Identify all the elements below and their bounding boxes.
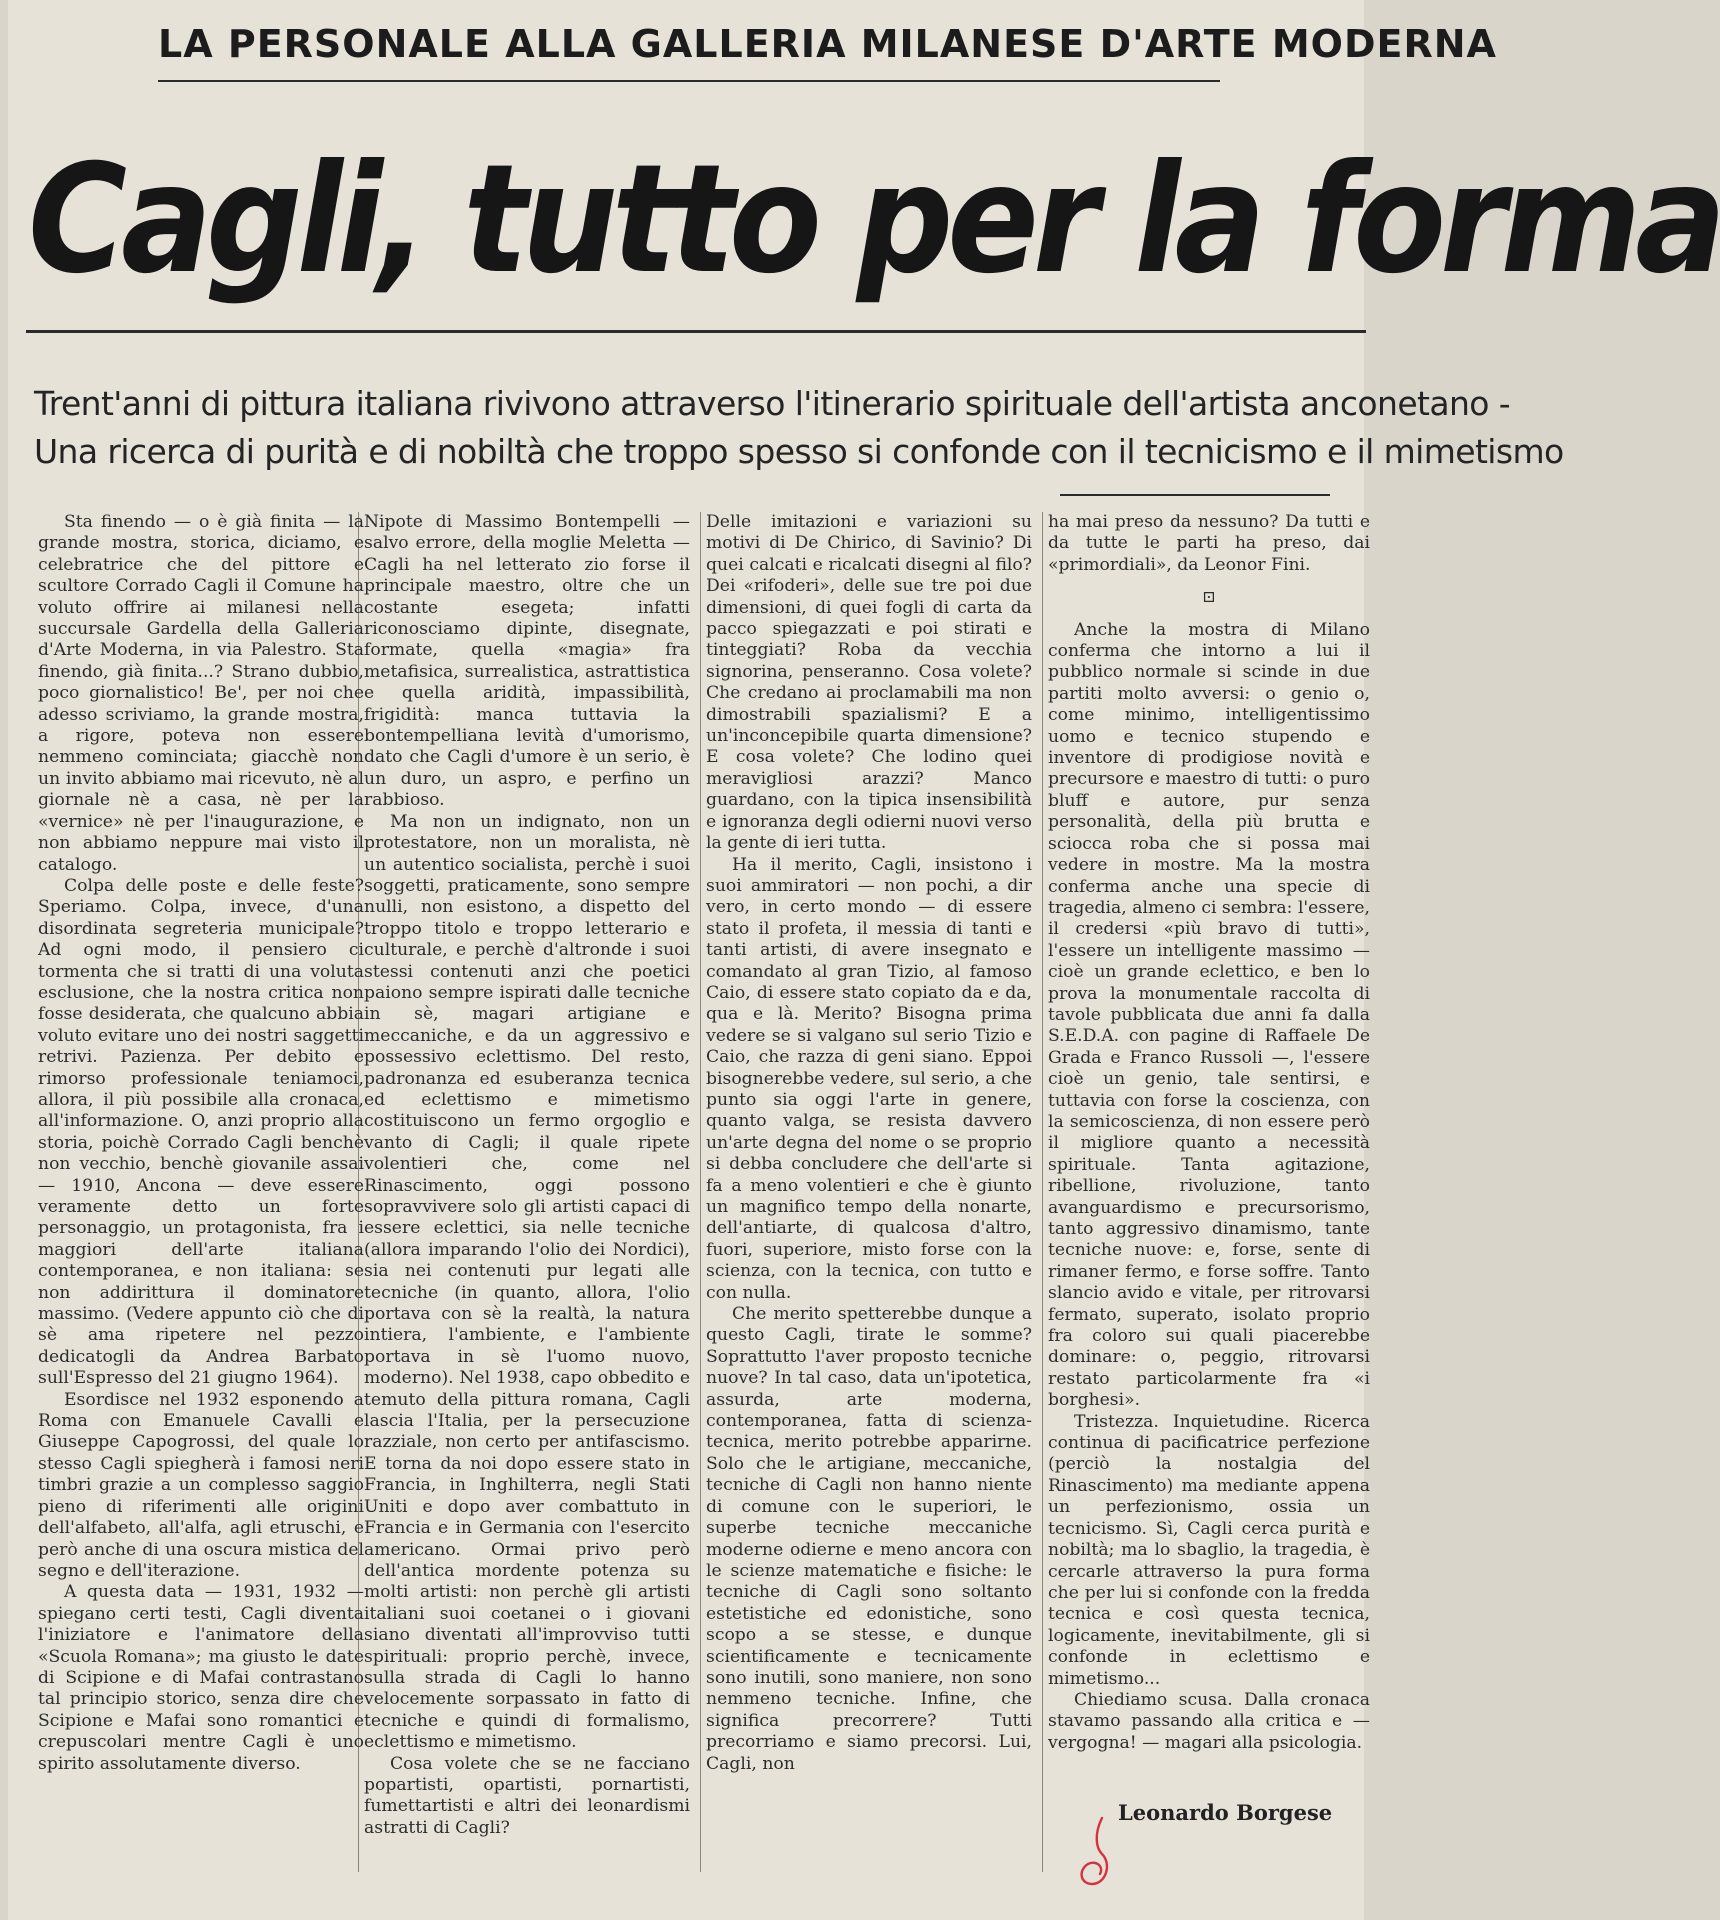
deck-line-2: Una ricerca di purità e di nobiltà che troppo spesso si confonde con il tecnicismo e il mimetismo: [34, 432, 1564, 471]
newspaper-clipping: [8, 0, 1720, 1920]
handwritten-pen-mark: [1072, 1814, 1122, 1890]
headline: Cagli, tutto per la forma: [28, 133, 1720, 307]
paragraph: Colpa delle poste e delle feste? Speriamo. Colpa, invece, d'una disordinata segreteria municipale? Ad ogni modo, il pensiero ci tormenta che si tratti di una voluta esclusione, che la nostra critica non fosse desiderata, che qualcuno abbia voluto evitare uno dei nostri saggetti retrivi. Pazienza. Per debito e rimorso professionale teniamoci, allora, il più possibile alla cronaca, all'informazione. O, anzi proprio alla storia, poichè Corrado Cagli benchè non vecchio, benchè giovanile assai — 1910, Ancona — deve essere veramente detto un forte personaggio, un protagonista, fra i maggiori dell'arte italiana contemporanea, e non italiana: se non addirittura il dominatore massimo. (Vedere appunto ciò che di sè ama ripetere nel pezzo dedicatogli da Andrea Barbato sull'Espresso del 21 giugno 1964).: [38, 875, 364, 1389]
deck: [34, 380, 1564, 476]
kicker-rule: [158, 80, 1220, 82]
deck-line-1: Trent'anni di pittura italiana rivivono attraverso l'itinerario spirituale dell'artista anconetano -: [34, 384, 1511, 423]
column-divider: [1042, 512, 1043, 1872]
paragraph: Chiediamo scusa. Dalla cronaca stavamo passando alla critica e — vergogna! — magari alla psicologia.: [1048, 1689, 1370, 1753]
paragraph: Sta finendo — o è già finita — la grande mostra, storica, diciamo, e celebratrice che del pittore e scultore Corrado Cagli il Comune ha voluto offrire ai milanesi nella succursale Gardella della Galleria d'Arte Moderna, in via Palestro. Sta finendo, già finita...? Strano dubbio, poco giornalistico! Be', per noi che adesso scriviamo, la grande mostra, a rigore, poteva non essere nemmeno cominciata; giacchè non un invito abbiamo mai ricevuto, nè al giornale nè a casa, nè per la «vernice» nè per l'inaugurazione, e non abbiamo neppure mai visto il catalogo.: [38, 512, 364, 875]
article-column-1: [38, 512, 364, 1872]
paragraph: Anche la mostra di Milano conferma che intorno a lui il pubblico normale si scinde in due partiti molto avversi: o genio o, come minimo, intelligentissimo uomo e tecnico stupendo e inventore di prodigiose novità e precursore e maestro di tutti: o puro bluff e autore, pur senza personalità, della più brutta e sciocca roba che si possa mai vedere in mostre. Ma la mostra conferma anche una specie di tragedia, almeno ci sembra: l'essere, il credersi «più bravo di tutti», l'essere un intelligente massimo — cioè un grande eclettico, e ben lo prova la monumentale raccolta di tavole pubblicata due anni fa dalla S.E.D.A. con pagine di Raffaele De Grada e Franco Russoli —, l'essere cioè un genio, tale sentirsi, e tuttavia con forse la coscienza, con la semicoscienza, di non essere però il migliore quanto a necessità spirituale. Tanta agitazione, ribellione, rivoluzione, tanto avanguardismo e precursorismo, tanto aggressivo dinamismo, tante tecniche nuove: e, forse, sente di rimaner fermo, e forse soffre. Tanto slancio avido e vitale, per ritrovarsi fermato, superato, isolato proprio fra coloro sui quali piacerebbe dominare: o, peggio, ritrovarsi restato particolarmente fra «i borghesi».: [1048, 619, 1370, 1411]
paragraph: ha mai preso da nessuno? Da tutti e da tutte le parti ha preso, dai «primordiali», da Leonor Fini.: [1048, 512, 1370, 575]
article-column-3: [706, 512, 1032, 1872]
paragraph: Cosa volete che se ne facciano popartisti, opartisti, pornartisti, fumettartisti e altri dei leonardismi astratti di Cagli?: [364, 1753, 690, 1838]
paragraph: Che merito spetterebbe dunque a questo Cagli, tirate le somme? Soprattutto l'aver proposto tecniche nuove? In tal caso, data un'ipotetica, assurda, arte moderna, contemporanea, fatta di scienza-tecnica, merito potrebbe apparirne. Solo che le artigiane, meccaniche, tecniche di Cagli non hanno niente di comune con le superiori, le superbe tecniche meccaniche moderne odierne e meno ancora con le scienze matematiche e fisiche: le tecniche di Cagli sono soltanto estetistiche ed edonistiche, sono scopo a se stesse, e dunque scientificamente e tecnicamente sono inutili, sono maniere, non sono nemmeno tecniche. Infine, che significa precorrere? Tutti precorriamo e siamo precorsi. Lui, Cagli, non: [706, 1304, 1032, 1774]
headline-rule: [26, 330, 1366, 333]
kicker: LA PERSONALE ALLA GALLERIA MILANESE D'ARTE MODERNA: [158, 22, 1497, 66]
article-column-2: [364, 512, 690, 1872]
paragraph: Nipote di Massimo Bontempelli — salvo errore, della moglie Meletta — Cagli ha nel letterato zio forse il principale maestro, oltre che un costante esegeta; infatti riconosciamo dipinte, disegnate, formate, quella «magia» fra metafisica, surrealistica, astrattistica e quella aridità, impassibilità, frigidità: manca tuttavia la bontempelliana levità d'umorismo, dato che Cagli d'umore è un serio, è un duro, un aspro, e perfino un rabbioso.: [364, 512, 690, 811]
paragraph: Tristezza. Inquietudine. Ricerca continua di pacificatrice perfezione (perciò la nostalgia del Rinascimento) ma mediante appena un perfezionismo, ossia un tecnicismo. Sì, Cagli cerca purità e nobiltà; ma lo sbaglio, la tragedia, è cercarle attraverso la pura forma che per lui si confonde con la fredda tecnica e così questa tecnica, logicamente, inevitabilmente, gli si confonde in eclettismo e mimetismo...: [1048, 1411, 1370, 1689]
article-column-4: [1048, 512, 1370, 1872]
paragraph: Esordisce nel 1932 esponendo a Roma con Emanuele Cavalli e Giuseppe Capogrossi, del quale lo stesso Cagli spiegherà i famosi neri timbri grazie a un complesso saggio pieno di riferimenti alle origini dell'alfabeto, all'alfa, agli etruschi, e però anche di una oscura mistica del segno e dell'iterazione.: [38, 1389, 364, 1581]
column-divider: [700, 512, 701, 1872]
author-signature: Leonardo Borgese: [1118, 1800, 1333, 1825]
paragraph: A questa data — 1931, 1932 — spiegano certi testi, Cagli diventa l'iniziatore e l'animatore della «Scuola Romana»; ma giusto le date di Scipione e di Mafai contrastano tal principio storico, senza dire che Scipione e Mafai sono romantici e crepuscolari mentre Cagli è uno spirito assolutamente diverso.: [38, 1582, 364, 1774]
deck-rule: [1060, 494, 1330, 496]
paragraph: Delle imitazioni e variazioni su motivi di De Chirico, di Savinio? Di quei calcati e ricalcati disegni al filo? Dei «rifoderi», delle sue tre poi due dimensioni, di quei fogli di carta da pacco spiegazzati e poi stirati e tinteggiati? Roba da vecchia signorina, penseranno. Cosa volete? Che credano ai proclamabili ma non dimostrabili spazialismi? E a un'inconcepibile quarta dimensione? E cosa volete? Che lodino quei meravigliosi arazzi? Manco guardano, con la tipica insensibilità e ignoranza degli odierni nuovi verso la gente di ieri tutta.: [706, 512, 1032, 854]
paragraph: Ha il merito, Cagli, insistono i suoi ammiratori — non pochi, a dir vero, in certo mondo — di essere stato il profeta, il messia di tanti e tanti artisti, di avere insegnato e comandato al gran Tizio, al famoso Caio, di essere stato copiato da e da, qua e là. Merito? Bisogna prima vedere se si valgano sul serio Tizio e Caio, che razza di geni siano. Eppoi bisognerebbe vedere, sul serio, a che punto sia oggi l'arte in genere, quanto valga, se resista davvero un'arte degna del nome o se proprio si debba concludere che dell'arte si fa a meno volentieri e che è giunto un magnifico tempo della nonarte, dell'antiarte, di qualcosa d'altro, fuori, superiore, misto forse con la scienza, con la tecnica, con tutto e con nulla.: [706, 854, 1032, 1303]
paragraph: Ma non un indignato, non un protestatore, non un moralista, nè un autentico socialista, perchè i suoi soggetti, praticamente, sono sempre nulli, non esistono, a dispetto del troppo titolo e troppo letterario e culturale, e perchè d'altronde i suoi stessi contenuti anzi che poetici paiono sempre ispirati dalle tecniche in sè, magari artigiane e meccaniche, e da un aggressivo e possessivo eclettismo. Del resto, padronanza ed esuberanza tecnica ed eclettismo e mimetismo costituiscono un fermo orgoglio e vanto di Cagli; il quale ripete volentieri che, come nel Rinascimento, oggi possono sopravvivere solo gli artisti capaci di essere eclettici, sia nelle tecniche (allora imparando l'olio dei Nordici), sia nei contenuti pur legati alle tecniche (in quanto, allora, l'olio portava con sè la realtà, la natura intiera, l'ambiente, e l'ambiente portava in sè l'uomo nuovo, moderno). Nel 1938, capo obbedito e temuto della pittura romana, Cagli lascia l'Italia, per la persecuzione razziale, non certo per antifascismo. E torna da noi dopo essere stato in Francia, in Inghilterra, negli Stati Uniti e dopo aver combattuto in Francia e in Germania con l'esercito americano. Ormai privo però dell'antica mordente potenza su molti artisti: non perchè gli artisti italiani suoi coetanei o i giovani siano diventati all'improvviso tutti spirituali: proprio perchè, invece, sulla strada di Cagli lo hanno velocemente sorpassato in fatto di tecniche e quindi di formalismo, eclettismo e mimetismo.: [364, 811, 690, 1753]
section-ornament: ⊡: [1202, 587, 1216, 607]
